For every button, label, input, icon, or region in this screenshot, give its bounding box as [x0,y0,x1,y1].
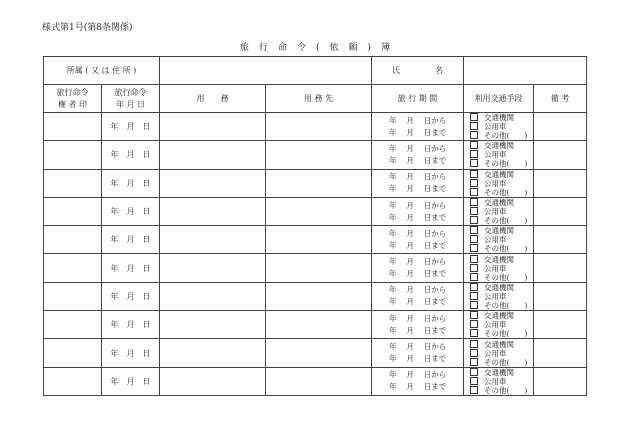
transport-option[interactable] [470,358,533,367]
business-cell[interactable] [160,311,266,339]
business-header: 用 務 [160,85,266,113]
transport-cell [464,226,534,254]
transport-cell [464,367,534,395]
destination-cell[interactable] [266,339,372,367]
checkbox-icon[interactable] [470,292,478,300]
checkbox-icon[interactable] [470,255,478,263]
table-row [44,339,587,367]
transport-cell [464,254,534,282]
order-date-header-line2: 年 月 日 [115,99,146,109]
checkbox-icon[interactable] [470,159,478,167]
period-cell[interactable] [372,113,464,141]
period-from-text: 年 月 日から [389,370,447,380]
order-date-header [102,85,160,113]
transport-option[interactable] [470,131,533,140]
form-number-label: 様式第1号(第8条関係) [42,23,133,33]
destination-header: 用 務 先 [266,85,372,113]
transport-option-label: その他( ) [484,272,528,282]
transport-option-label: 交通機関 [484,339,514,349]
transport-option-label: 交通機関 [484,141,514,151]
checkbox-icon[interactable] [470,179,478,187]
header-row-top [44,57,587,85]
period-from-text: 年 月 日から [389,143,447,153]
period-from-text: 年 月 日から [389,115,447,125]
checkbox-icon[interactable] [470,170,478,178]
period-from-text: 年 月 日から [389,228,447,238]
period-to-text: 年 月 日まで [389,127,447,137]
period-cell[interactable] [372,254,464,282]
period-cell[interactable] [372,169,464,197]
checkbox-icon[interactable] [470,216,478,224]
transport-option[interactable] [470,386,533,395]
business-cell[interactable] [160,197,266,225]
table-row [44,254,587,282]
remarks-cell[interactable] [534,254,587,282]
table-row [44,226,587,254]
title-char: 令 [296,43,306,53]
transport-option-label: 公用車 [484,263,507,273]
transport-option[interactable] [470,301,533,310]
name-label-char2: 名 [435,66,444,75]
checkbox-icon[interactable] [470,226,478,234]
checkbox-icon[interactable] [470,264,478,272]
transport-option[interactable] [470,273,533,282]
checkbox-icon[interactable] [470,311,478,319]
transport-cell [464,169,534,197]
transport-cell [464,141,534,169]
transport-option-label: 交通機関 [484,282,514,292]
checkbox-icon[interactable] [470,283,478,291]
name-label [372,57,464,85]
transport-option[interactable] [470,216,533,225]
approver-seal-cell[interactable] [44,113,102,141]
business-cell[interactable] [160,367,266,395]
document-title [0,40,630,53]
travel-order-register-table [43,56,587,396]
destination-cell[interactable] [266,282,372,310]
transport-option[interactable] [470,255,533,264]
order-date-header-line1: 旅行命令 [114,87,147,97]
approver-seal-cell[interactable] [44,311,102,339]
transport-option-label: 交通機関 [484,367,514,377]
transport-option-label: 公用車 [484,150,507,160]
checkbox-icon[interactable] [470,386,478,394]
period-from-text: 年 月 日から [389,285,447,295]
transport-option-label: 公用車 [484,235,507,245]
name-field[interactable] [464,57,587,85]
transport-option-label: 公用車 [484,291,507,301]
checkbox-icon[interactable] [470,188,478,196]
transport-cell [464,113,534,141]
title-char: 簿 [381,43,391,53]
checkbox-icon[interactable] [470,244,478,252]
approver-seal-cell[interactable] [44,339,102,367]
transport-option-label: 交通機関 [484,254,514,264]
period-cell[interactable] [372,282,464,310]
period-to-text: 年 月 日まで [389,297,447,307]
affiliation-label: 所属 ( 又 は 住 所 ) [44,57,160,85]
period-from-text: 年 月 日から [389,342,447,352]
destination-cell[interactable] [266,113,372,141]
transport-option-label: その他( ) [484,329,528,339]
remarks-cell[interactable] [534,113,587,141]
transport-option-label: その他( ) [484,300,528,310]
title-char: ( [315,43,320,53]
destination-cell[interactable] [266,367,372,395]
title-char: 依 [329,43,339,53]
transport-option[interactable] [470,188,533,197]
affiliation-field[interactable] [160,57,372,85]
title-char: ) [367,43,372,53]
transport-option[interactable] [470,198,533,207]
table-row [44,141,587,169]
order-date-cell[interactable]: 年 月 日 [102,339,160,367]
transport-cell [464,311,534,339]
period-to-text: 年 月 日まで [389,325,447,335]
approver-seal-cell[interactable] [44,141,102,169]
transport-option-label: 公用車 [484,207,507,217]
table-row [44,311,587,339]
checkbox-icon[interactable] [470,273,478,281]
period-header: 旅 行 期 間 [372,85,464,113]
transport-option-label: その他( ) [484,385,528,395]
transport-option-label: その他( ) [484,357,528,367]
transport-option-label: 公用車 [484,376,507,386]
transport-option[interactable] [470,113,533,122]
checkbox-icon[interactable] [470,340,478,348]
period-from-text: 年 月 日から [389,200,447,210]
checkbox-icon[interactable] [470,377,478,385]
period-to-text: 年 月 日まで [389,269,447,279]
destination-cell[interactable] [266,311,372,339]
transport-option-label: その他( ) [484,131,528,141]
transport-option[interactable] [470,368,533,377]
business-cell[interactable] [160,141,266,169]
business-cell[interactable] [160,339,266,367]
approver-seal-header-line1: 旅行命令 [56,87,89,97]
period-cell[interactable] [372,197,464,225]
order-date-cell[interactable]: 年 月 日 [102,226,160,254]
remarks-header: 備 考 [534,85,587,113]
transport-option-label: 公用車 [484,320,507,330]
transport-option[interactable] [470,264,533,273]
transport-option-label: その他( ) [484,244,528,254]
transport-option-label: その他( ) [484,216,528,226]
transport-option[interactable] [470,283,533,292]
period-from-text: 年 月 日から [389,313,447,323]
approver-seal-cell[interactable] [44,282,102,310]
period-to-text: 年 月 日まで [389,240,447,250]
transport-option[interactable] [470,340,533,349]
checkbox-icon[interactable] [470,349,478,357]
business-cell[interactable] [160,113,266,141]
period-cell[interactable] [372,339,464,367]
period-from-text: 年 月 日から [389,172,447,182]
order-date-cell[interactable]: 年 月 日 [102,311,160,339]
period-cell[interactable] [372,311,464,339]
transport-option[interactable] [470,159,533,168]
period-to-text: 年 月 日まで [389,184,447,194]
period-to-text: 年 月 日まで [389,354,447,364]
transport-option-label: 交通機関 [484,311,514,321]
transport-cell [464,197,534,225]
title-char: 旅 [239,43,249,53]
checkbox-icon[interactable] [470,141,478,149]
transport-option[interactable] [470,122,533,131]
remarks-cell[interactable] [534,311,587,339]
table-row [44,282,587,310]
transport-cell [464,282,534,310]
transport-cell [464,339,534,367]
order-date-cell[interactable]: 年 月 日 [102,141,160,169]
destination-cell[interactable] [266,254,372,282]
period-to-text: 年 月 日まで [389,382,447,392]
checkbox-icon[interactable] [470,358,478,366]
table-row [44,169,587,197]
transport-option[interactable] [470,292,533,301]
business-cell[interactable] [160,226,266,254]
transport-option-label: 交通機関 [484,226,514,236]
business-cell[interactable] [160,282,266,310]
table-row [44,113,587,141]
destination-cell[interactable] [266,141,372,169]
destination-cell[interactable] [266,169,372,197]
transport-option[interactable] [470,226,533,235]
checkbox-icon[interactable] [470,329,478,337]
transport-option[interactable] [470,207,533,216]
checkbox-icon[interactable] [470,198,478,206]
business-cell[interactable] [160,169,266,197]
period-from-text: 年 月 日から [389,257,447,267]
remarks-cell[interactable] [534,169,587,197]
order-date-cell[interactable]: 年 月 日 [102,197,160,225]
approver-seal-header-line2: 権 者 印 [57,99,88,109]
checkbox-icon[interactable] [470,368,478,376]
title-char: 頼 [348,43,358,53]
checkbox-icon[interactable] [470,235,478,243]
remarks-cell[interactable] [534,226,587,254]
title-char: 行 [258,43,268,53]
business-cell[interactable] [160,254,266,282]
remarks-cell[interactable] [534,367,587,395]
transport-option-label: 交通機関 [484,169,514,179]
approver-seal-cell[interactable] [44,226,102,254]
order-date-cell[interactable]: 年 月 日 [102,169,160,197]
transport-option-label: 交通機関 [484,198,514,208]
destination-cell[interactable] [266,197,372,225]
approver-seal-cell[interactable] [44,197,102,225]
checkbox-icon[interactable] [470,207,478,215]
transport-header: 利用交通手段 [464,85,534,113]
transport-option[interactable] [470,377,533,386]
period-to-text: 年 月 日まで [389,212,447,222]
transport-option[interactable] [470,179,533,188]
period-cell[interactable] [372,141,464,169]
checkbox-icon[interactable] [470,150,478,158]
title-char: 命 [277,43,287,53]
order-date-cell[interactable]: 年 月 日 [102,367,160,395]
checkbox-icon[interactable] [470,320,478,328]
checkbox-icon[interactable] [470,113,478,121]
order-date-cell[interactable]: 年 月 日 [102,113,160,141]
approver-seal-header [44,85,102,113]
transport-option-label: 公用車 [484,178,507,188]
transport-option-label: 公用車 [484,122,507,132]
transport-option[interactable] [470,320,533,329]
period-to-text: 年 月 日まで [389,155,447,165]
transport-option-label: 交通機関 [484,113,514,123]
remarks-cell[interactable] [534,141,587,169]
remarks-cell[interactable] [534,282,587,310]
approver-seal-cell[interactable] [44,254,102,282]
transport-option[interactable] [470,244,533,253]
transport-option[interactable] [470,349,533,358]
header-row-columns [44,85,587,113]
period-cell[interactable] [372,226,464,254]
checkbox-icon[interactable] [470,131,478,139]
table-row [44,197,587,225]
checkbox-icon[interactable] [470,122,478,130]
transport-option[interactable] [470,235,533,244]
approver-seal-cell[interactable] [44,169,102,197]
transport-option-label: 公用車 [484,348,507,358]
order-date-cell[interactable]: 年 月 日 [102,282,160,310]
table-row [44,367,587,395]
remarks-cell[interactable] [534,197,587,225]
transport-option-label: その他( ) [484,159,528,169]
approver-seal-cell[interactable] [44,367,102,395]
transport-option[interactable] [470,170,533,179]
remarks-cell[interactable] [534,339,587,367]
destination-cell[interactable] [266,226,372,254]
period-cell[interactable] [372,367,464,395]
order-date-cell[interactable]: 年 月 日 [102,254,160,282]
transport-option[interactable] [470,311,533,320]
transport-option[interactable] [470,329,533,338]
transport-option-label: その他( ) [484,187,528,197]
name-label-char1: 氏 [391,66,400,75]
checkbox-icon[interactable] [470,301,478,309]
